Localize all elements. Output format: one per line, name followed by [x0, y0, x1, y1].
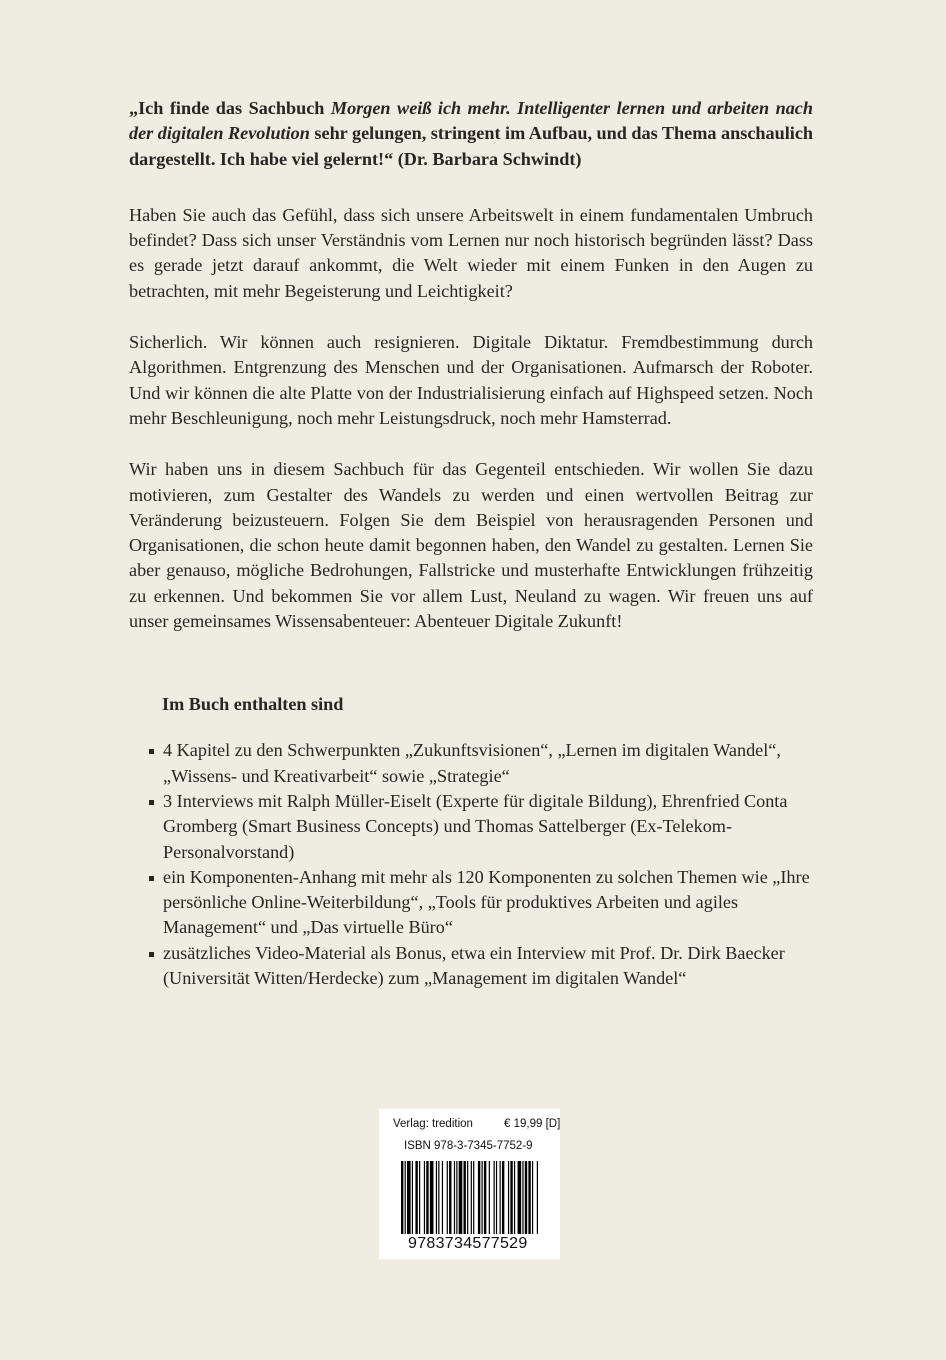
barcode-bar	[528, 1161, 530, 1234]
barcode-bar	[518, 1161, 522, 1234]
list-item: 3 Interviews mit Ralph Müller-Eiselt (Experte für digitale Bildung), Ehrenfried Conta Gromberg (Smart Business Concepts) und Thomas Sattelberger (Ex-Telekom-Personalvorstand)	[149, 789, 813, 865]
list-item: zusätzliches Video-Material als Bonus, etwa ein Interview mit Prof. Dr. Dirk Baecker (Universität Witten/Herdecke) zum „Management im digitalen Wandel“	[149, 941, 813, 992]
barcode-bar	[419, 1161, 420, 1234]
barcode-bar	[471, 1161, 472, 1234]
quote-rest: sehr gelungen, stringent im Aufbau, und das Thema anschaulich dargestellt. Ich habe viel gelernt!“ (Dr. Barbara Schwindt)	[129, 123, 814, 169]
barcode-bar	[510, 1161, 512, 1234]
barcode-bars	[401, 1161, 538, 1234]
barcode-bar	[489, 1161, 490, 1234]
barcode-bar	[484, 1161, 486, 1234]
barcode-bar	[522, 1161, 523, 1234]
barcode-bar	[436, 1161, 437, 1234]
list-item: ein Komponenten-Anhang mit mehr als 120 Komponenten zu solchen Themen wie „Ihre persönliche Online-Weiterbildung“, „Tools für produktives Arbeiten und agiles Management“ und „Das virtuelle Büro“	[149, 865, 813, 941]
barcode-number: 9783734577529	[408, 1235, 528, 1252]
isbn: ISBN 978-3-7345-7752-9	[404, 1140, 533, 1152]
contents-heading: Im Buch enthalten sind	[162, 694, 344, 715]
barcode-bar	[467, 1161, 468, 1234]
barcode-bar	[500, 1161, 501, 1234]
barcode-bar	[496, 1161, 497, 1234]
paragraph-motivation: Wir haben uns in diesem Sachbuch für das Gegenteil entschieden. Wir wollen Sie dazu motivieren, zum Gestalter des Wandels zu werden und einen wertvollen Beitrag zur Veränderung beizusteuern. Folgen Sie dem Beispiel von herausragenden Personen und Organisationen, die schon heute damit begonnen haben, den Wandel zu gestalten. Lernen Sie aber genauso, mögliche Bedrohungen, Fallstricke und musterhafte Entwicklungen frühzeitig zu erkennen. Und bekommen Sie vor allem Lust, Neuland zu wagen. Wir freuen uns auf unser gemeinsames Wissensabenteuer: Abenteuer Digitale Zukunft!	[129, 459, 813, 632]
quote-open: „Ich finde das Sachbuch	[129, 98, 331, 118]
barcode-bar	[412, 1161, 413, 1234]
barcode-bar	[415, 1161, 417, 1234]
publisher-price-line	[393, 1118, 561, 1130]
barcode-bar	[424, 1161, 425, 1234]
barcode-bar	[532, 1161, 533, 1234]
barcode-bar	[407, 1161, 411, 1234]
publisher: Verlag: tredition	[393, 1118, 473, 1130]
barcode-bar	[525, 1161, 527, 1234]
barcode-bar	[456, 1161, 457, 1234]
barcode-bar	[508, 1161, 509, 1234]
barcode-bar	[401, 1161, 403, 1234]
book-title: Morgen weiß ich mehr. Intelligenter lernen und arbeiten nach der digitalen Revolution	[129, 98, 813, 144]
review-quote	[129, 96, 813, 172]
barcode-bar	[478, 1161, 480, 1234]
barcode-bar	[405, 1161, 406, 1234]
barcode-bar	[447, 1161, 448, 1234]
barcode-bar	[473, 1161, 474, 1234]
barcode-bar	[449, 1161, 451, 1234]
back-cover-text	[129, 96, 813, 991]
barcode-bar	[426, 1161, 428, 1234]
contents-list	[129, 738, 813, 991]
barcode-bar	[430, 1161, 434, 1234]
barcode-bar	[494, 1161, 495, 1234]
barcode-bar	[514, 1161, 515, 1234]
barcode-bar	[463, 1161, 465, 1234]
paragraph-intro: Haben Sie auch das Gefühl, dass sich unsere Arbeitswelt in einem fundamentalen Umbruch befindet? Dass sich unser Verständnis vom Lernen nur noch historisch begründen lässt? Dass es gerade jetzt darauf ankommt, die Welt wieder mit einem Funken in den Augen zu betrachten, mit mehr Begeisterung und Leichtigkeit?	[129, 204, 813, 301]
barcode-bar	[442, 1161, 443, 1234]
paragraph-resign: Sicherlich. Wir können auch resignieren. Digitale Diktatur. Fremdbestimmung durch Algorithmen. Entgrenzung des Menschen und der Organisationen. Aufmarsch der Roboter. Und wir können die alte Platte von der Industrialisierung einfach auf Highspeed setzen. Noch mehr Beschleunigung, noch mehr Leistungsdruck, noch mehr Hamsterrad.	[129, 332, 813, 428]
barcode-label	[379, 1109, 560, 1259]
list-item: 4 Kapitel zu den Schwerpunkten „Zukunftsvisionen“, „Lernen im digitalen Wandel“, „Wissens- und Kreativarbeit“ sowie „Strategie“	[149, 738, 813, 789]
barcode-bar	[438, 1161, 439, 1234]
barcode-bar	[459, 1161, 463, 1234]
barcode-bar	[482, 1161, 483, 1234]
barcode-bar	[454, 1161, 455, 1234]
barcode-bar	[537, 1161, 538, 1234]
price: € 19,99 [D]	[504, 1118, 561, 1130]
barcode-bar	[502, 1161, 504, 1234]
